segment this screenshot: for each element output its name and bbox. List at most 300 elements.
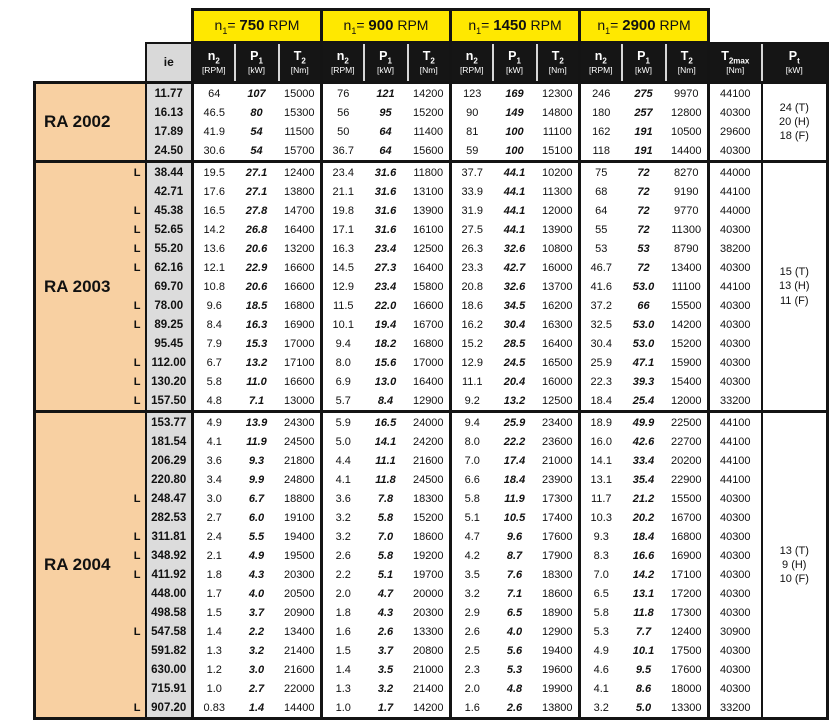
cell-n2: 9.2 — [464, 394, 480, 407]
cell-t2: 19200 — [408, 546, 451, 565]
cell-n2: 17.6 — [203, 185, 225, 198]
cell-t2max: 40300 — [709, 565, 762, 584]
cell-t2: 16600 — [279, 258, 322, 277]
cell-t2: 12400 — [279, 162, 322, 183]
cell-ie: 89.25 — [146, 315, 193, 334]
cell-t2max: 44100 — [709, 412, 762, 433]
cell-p1: 11.0 — [246, 375, 267, 388]
cell-p1: 9.9 — [248, 473, 265, 486]
cell-t2max: 40300 — [709, 220, 762, 239]
cell-t2: 15500 — [666, 296, 709, 315]
cell-ie: 42.71 — [146, 182, 193, 201]
cell-p1: 35.4 — [632, 473, 655, 486]
cell-p1: 3.2 — [248, 644, 265, 657]
cell-p1: 16.6 — [632, 549, 655, 562]
cell-t2: 9970 — [666, 83, 709, 104]
l-marker — [127, 679, 146, 698]
cell-n2: 59 — [466, 144, 479, 157]
cell-n2: 18.6 — [461, 299, 483, 312]
table-body — [35, 83, 828, 719]
cell-p1: 5.6 — [506, 644, 523, 657]
cell-p1: 107 — [235, 83, 279, 104]
table-row — [35, 546, 828, 565]
l-marker: L — [127, 391, 146, 412]
cell-n2: 7.9 — [206, 337, 222, 350]
cell-n2: 2.9 — [464, 606, 480, 619]
cell-ie: 52.65 — [146, 220, 193, 239]
cell-t2max: 40300 — [709, 141, 762, 162]
cell-ie: 24.50 — [146, 141, 193, 162]
cell-n2: 9.6 — [206, 299, 222, 312]
l-marker — [127, 103, 146, 122]
cell-p1: 4.0 — [248, 587, 265, 600]
cell-t2: 16000 — [537, 258, 580, 277]
l-marker: L — [127, 220, 146, 239]
cell-t2max: 44100 — [709, 432, 762, 451]
cell-t2: 17000 — [279, 334, 322, 353]
cell-t2: 13000 — [279, 391, 322, 412]
l-marker: L — [127, 698, 146, 719]
cell-p1: 9.6 — [506, 530, 523, 543]
cell-t2: 16600 — [408, 296, 451, 315]
table-row — [35, 679, 828, 698]
cell-n2: 5.8 — [206, 375, 222, 388]
cell-t2: 16400 — [537, 334, 580, 353]
cell-p1: 7.7 — [635, 625, 652, 638]
cell-n2: 6.6 — [464, 473, 480, 486]
l-marker — [127, 334, 146, 353]
cell-n2: 1.0 — [206, 682, 222, 695]
cell-t2: 19900 — [537, 679, 580, 698]
cell-p1: 6.0 — [248, 511, 265, 524]
cell-p1: 44.1 — [503, 223, 526, 236]
cell-t2: 15000 — [279, 83, 322, 104]
header-spacer — [35, 10, 193, 43]
cell-p1: 18.2 — [374, 337, 397, 350]
cell-t2: 12400 — [666, 622, 709, 641]
cell-t2: 14400 — [279, 698, 322, 719]
cell-t2: 14400 — [666, 141, 709, 162]
cell-p1: 11.1 — [375, 454, 396, 467]
t2-column-header: $T_2$ [Nm] — [666, 43, 709, 83]
cell-p1: 26.8 — [245, 223, 268, 236]
l-marker — [127, 182, 146, 201]
ie-column-header: ie — [146, 43, 193, 83]
table-row — [35, 239, 828, 258]
cell-p1: 33.4 — [632, 454, 655, 467]
cell-p1: 4.9 — [248, 549, 265, 562]
cell-t2max: 44000 — [709, 201, 762, 220]
cell-ie: 206.29 — [146, 451, 193, 470]
cell-p1: 21.2 — [632, 492, 655, 505]
cell-p1: 3.0 — [248, 663, 265, 676]
cell-t2: 17300 — [537, 489, 580, 508]
cell-p1: 5.0 — [622, 698, 666, 719]
table-row — [35, 391, 828, 412]
cell-n2: 4.1 — [206, 435, 222, 448]
cell-n2: 16.3 — [332, 242, 354, 255]
cell-t2: 18300 — [408, 489, 451, 508]
cell-p1: 18.4 — [503, 473, 526, 486]
cell-n2: 5.7 — [335, 394, 351, 407]
cell-n2: 5.1 — [464, 511, 480, 524]
cell-p1: 100 — [505, 125, 524, 138]
cell-p1: 2.6 — [377, 625, 394, 638]
cell-n2: 55 — [595, 223, 608, 236]
cell-p1: 25.9 — [493, 412, 537, 433]
cell-n2: 3.5 — [464, 568, 480, 581]
cell-ie: 16.13 — [146, 103, 193, 122]
cell-pt: 13 (T) 9 (H) 10 (F) — [762, 412, 828, 719]
cell-p1: 32.6 — [503, 242, 526, 255]
cell-n2: 90 — [466, 106, 479, 119]
cell-p1: 20.6 — [245, 280, 268, 293]
cell-t2: 10800 — [537, 239, 580, 258]
table-row — [35, 182, 828, 201]
cell-t2: 15200 — [408, 508, 451, 527]
n2-column-header: $n_2$ [RPM] — [451, 43, 493, 83]
cell-t2: 19600 — [537, 660, 580, 679]
cell-t2: 17200 — [666, 584, 709, 603]
cell-n2: 5.8 — [593, 606, 609, 619]
cell-p1: 15.3 — [245, 337, 268, 350]
cell-n2: 162 — [592, 125, 611, 138]
cell-t2: 13400 — [666, 258, 709, 277]
cell-t2: 15400 — [666, 372, 709, 391]
cell-n2: 4.1 — [593, 682, 609, 695]
cell-p1: 11.9 — [504, 492, 525, 505]
cell-p1: 72 — [637, 204, 650, 217]
cell-p1: 7.0 — [377, 530, 394, 543]
cell-n2: 1.4 — [206, 625, 222, 638]
cell-t2max: 44100 — [709, 451, 762, 470]
cell-p1: 25.4 — [632, 394, 655, 407]
l-marker — [127, 412, 146, 433]
cell-n2: 2.0 — [464, 682, 480, 695]
cell-p1: 2.6 — [493, 698, 537, 719]
cell-n2: 27.5 — [461, 223, 483, 236]
cell-t2: 15300 — [279, 103, 322, 122]
cell-n2: 4.8 — [206, 394, 222, 407]
cell-p1: 34.5 — [503, 299, 526, 312]
cell-t2max: 44100 — [709, 83, 762, 104]
cell-t2: 15200 — [666, 334, 709, 353]
cell-t2: 12900 — [408, 391, 451, 412]
cell-p1: 80 — [250, 106, 263, 119]
cell-ie: 11.77 — [146, 83, 193, 104]
l-marker: L — [127, 162, 146, 183]
cell-t2: 19700 — [408, 565, 451, 584]
cell-p1: 2.2 — [248, 625, 265, 638]
cell-t2: 16500 — [537, 353, 580, 372]
cell-p1: 275 — [622, 83, 666, 104]
cell-t2: 16900 — [279, 315, 322, 334]
group-label: RA 2002 — [35, 83, 127, 162]
cell-n2: 0.83 — [193, 698, 235, 719]
table-row — [35, 698, 828, 719]
l-marker — [127, 508, 146, 527]
cell-t2max: 38200 — [709, 239, 762, 258]
cell-p1: 39.3 — [632, 375, 655, 388]
cell-p1: 5.5 — [248, 530, 265, 543]
cell-t2: 15500 — [666, 489, 709, 508]
cell-t2: 11500 — [279, 122, 322, 141]
cell-ie: 282.53 — [146, 508, 193, 527]
group-header: $n_1= 900$ RPM — [322, 10, 451, 43]
cell-p1: 31.6 — [374, 204, 397, 217]
cell-t2: 24500 — [279, 432, 322, 451]
cell-n2: 5.9 — [322, 412, 364, 433]
cell-n2: 32.5 — [590, 318, 612, 331]
cell-n2: 5.8 — [464, 492, 480, 505]
cell-n2: 30.6 — [203, 144, 225, 157]
p1-column-header: $P_1$ [kW] — [235, 43, 279, 83]
p1-column-header: $P_1$ [kW] — [493, 43, 537, 83]
cell-n2: 11.7 — [590, 492, 612, 505]
table-row — [35, 277, 828, 296]
l-marker: L — [127, 565, 146, 584]
cell-p1: 121 — [364, 83, 408, 104]
cell-p1: 3.2 — [377, 682, 394, 695]
cell-n2: 26.3 — [461, 242, 483, 255]
cell-n2: 8.0 — [335, 356, 351, 369]
t2-column-header: $T_2$ [Nm] — [279, 43, 322, 83]
l-marker — [127, 641, 146, 660]
cell-p1: 64 — [379, 144, 392, 157]
cell-p1: 72 — [637, 261, 650, 274]
cell-n2: 19.8 — [332, 204, 354, 217]
table-row — [35, 641, 828, 660]
cell-p1: 19.4 — [374, 318, 397, 331]
cell-p1: 149 — [505, 106, 524, 119]
cell-t2: 18800 — [279, 489, 322, 508]
table-row — [35, 603, 828, 622]
group-header: $n_1= 2900$ RPM — [580, 10, 709, 43]
cell-t2: 13300 — [666, 698, 709, 719]
cell-t2: 18600 — [537, 584, 580, 603]
cell-pt: 15 (T) 13 (H) 11 (F) — [762, 162, 828, 412]
cell-n2: 1.3 — [206, 644, 222, 657]
l-marker — [127, 122, 146, 141]
l-marker: L — [127, 372, 146, 391]
cell-t2: 13900 — [537, 220, 580, 239]
cell-n2: 8.0 — [464, 435, 480, 448]
cell-t2: 23900 — [537, 470, 580, 489]
cell-n2: 41.6 — [590, 280, 612, 293]
cell-n2: 14.5 — [332, 261, 354, 274]
cell-ie: 547.58 — [146, 622, 193, 641]
table-row — [35, 220, 828, 239]
group-header: $n_1= 1450$ RPM — [451, 10, 580, 43]
cell-t2: 17400 — [537, 508, 580, 527]
cell-n2: 3.6 — [206, 454, 222, 467]
cell-t2max: 33200 — [709, 391, 762, 412]
cell-n2: 9.3 — [593, 530, 609, 543]
group-label: RA 2003 — [35, 162, 127, 412]
cell-t2: 16100 — [408, 220, 451, 239]
cell-p1: 49.9 — [622, 412, 666, 433]
cell-p1: 6.7 — [248, 492, 265, 505]
cell-n2: 19.5 — [193, 162, 235, 183]
cell-n2: 13.6 — [203, 242, 225, 255]
cell-p1: 20.2 — [632, 511, 655, 524]
cell-p1: 42.7 — [503, 261, 526, 274]
cell-p1: 6.5 — [506, 606, 523, 619]
cell-n2: 64 — [193, 83, 235, 104]
cell-t2: 16400 — [279, 220, 322, 239]
cell-ie: 248.47 — [146, 489, 193, 508]
cell-n2: 5.0 — [335, 435, 351, 448]
cell-ie: 95.45 — [146, 334, 193, 353]
cell-n2: 37.2 — [590, 299, 612, 312]
cell-n2: 14.1 — [590, 454, 612, 467]
cell-n2: 4.2 — [464, 549, 480, 562]
cell-t2: 16800 — [666, 527, 709, 546]
cell-n2: 1.6 — [451, 698, 493, 719]
cell-t2max: 40300 — [709, 334, 762, 353]
cell-t2max: 40300 — [709, 353, 762, 372]
cell-ie: 907.20 — [146, 698, 193, 719]
cell-n2: 36.7 — [332, 144, 354, 157]
l-marker — [127, 432, 146, 451]
cell-p1: 54 — [250, 144, 263, 157]
cell-ie: 157.50 — [146, 391, 193, 412]
cell-n2: 3.2 — [335, 511, 351, 524]
cell-t2max: 44100 — [709, 182, 762, 201]
cell-n2: 2.5 — [464, 644, 480, 657]
l-marker — [127, 277, 146, 296]
table-row — [35, 315, 828, 334]
l-marker: L — [127, 353, 146, 372]
table-row — [35, 201, 828, 220]
cell-n2: 23.3 — [461, 261, 483, 274]
cell-t2: 11100 — [666, 277, 709, 296]
table-row — [35, 122, 828, 141]
cell-p1: 13.2 — [245, 356, 268, 369]
cell-t2: 16000 — [537, 372, 580, 391]
cell-p1: 191 — [634, 144, 653, 157]
cell-n2: 118 — [592, 144, 611, 157]
cell-t2: 21400 — [279, 641, 322, 660]
cell-ie: 311.81 — [146, 527, 193, 546]
table-row — [35, 432, 828, 451]
cell-p1: 13.2 — [503, 394, 526, 407]
cell-t2max: 40300 — [709, 603, 762, 622]
cell-n2: 1.7 — [206, 587, 222, 600]
cell-t2: 18000 — [666, 679, 709, 698]
cell-p1: 10.1 — [632, 644, 655, 657]
cell-t2: 24800 — [279, 470, 322, 489]
cell-p1: 11.8 — [633, 606, 654, 619]
cell-t2: 21600 — [279, 660, 322, 679]
cell-p1: 47.1 — [632, 356, 655, 369]
cell-t2max: 44000 — [709, 162, 762, 183]
cell-n2: 22.3 — [590, 375, 612, 388]
cell-t2: 12500 — [537, 391, 580, 412]
l-marker: L — [127, 201, 146, 220]
l-marker — [127, 584, 146, 603]
table-row — [35, 470, 828, 489]
cell-ie: 55.20 — [146, 239, 193, 258]
cell-n2: 76 — [322, 83, 364, 104]
cell-n2: 5.3 — [593, 625, 609, 638]
cell-t2: 19500 — [279, 546, 322, 565]
cell-p1: 191 — [634, 125, 653, 138]
cell-n2: 16.5 — [203, 204, 225, 217]
cell-t2: 8790 — [666, 239, 709, 258]
cell-n2: 17.1 — [332, 223, 354, 236]
l-marker — [127, 603, 146, 622]
cell-n2: 14.2 — [203, 223, 225, 236]
cell-p1: 14.1 — [374, 435, 397, 448]
cell-n2: 41.9 — [203, 125, 225, 138]
header-spacer — [35, 43, 146, 83]
cell-t2: 20300 — [408, 603, 451, 622]
table-row — [35, 489, 828, 508]
group-header: $n_1= 750$ RPM — [193, 10, 322, 43]
cell-t2: 11300 — [666, 220, 709, 239]
cell-p1: 27.1 — [245, 185, 268, 198]
cell-n2: 64 — [595, 204, 608, 217]
cell-p1: 24.5 — [503, 356, 526, 369]
cell-n2: 18.9 — [580, 412, 622, 433]
cell-n2: 2.3 — [464, 663, 480, 676]
cell-t2: 16700 — [408, 315, 451, 334]
cell-t2max: 40300 — [709, 372, 762, 391]
cell-n2: 1.2 — [206, 663, 222, 676]
cell-p1: 22.2 — [503, 435, 526, 448]
cell-pt: 24 (T) 20 (H) 18 (F) — [762, 83, 828, 162]
l-marker: L — [127, 296, 146, 315]
table-row — [35, 451, 828, 470]
cell-p1: 27.1 — [235, 162, 279, 183]
cell-t2: 20300 — [279, 565, 322, 584]
cell-t2: 21000 — [408, 660, 451, 679]
cell-p1: 8.4 — [377, 394, 394, 407]
cell-n2: 33.9 — [461, 185, 483, 198]
cell-n2: 3.4 — [206, 473, 222, 486]
cell-t2: 16800 — [408, 334, 451, 353]
table-header — [35, 10, 828, 83]
l-marker: L — [127, 239, 146, 258]
cell-p1: 4.0 — [506, 625, 523, 638]
cell-n2: 6.5 — [593, 587, 609, 600]
cell-ie: 411.92 — [146, 565, 193, 584]
l-marker — [127, 141, 146, 162]
cell-p1: 14.2 — [632, 568, 655, 581]
cell-n2: 1.5 — [206, 606, 222, 619]
cell-p1: 11.8 — [375, 473, 396, 486]
cell-p1: 2.7 — [248, 682, 265, 695]
cell-t2: 12000 — [666, 391, 709, 412]
cell-n2: 16.2 — [461, 318, 483, 331]
ratings-table — [33, 8, 829, 720]
cell-n2: 23.4 — [322, 162, 364, 183]
cell-p1: 4.3 — [377, 606, 394, 619]
cell-p1: 3.5 — [377, 663, 394, 676]
n2-column-header: $n_2$ [RPM] — [193, 43, 235, 83]
cell-p1: 1.7 — [364, 698, 408, 719]
cell-t2: 23600 — [537, 432, 580, 451]
cell-p1: 13.0 — [374, 375, 397, 388]
t2-column-header: $T_2$ [Nm] — [408, 43, 451, 83]
cell-t2: 21600 — [408, 451, 451, 470]
cell-p1: 13.9 — [235, 412, 279, 433]
cell-n2: 10.1 — [332, 318, 354, 331]
l-marker — [127, 470, 146, 489]
table-row — [35, 334, 828, 353]
cell-ie: 38.44 — [146, 162, 193, 183]
